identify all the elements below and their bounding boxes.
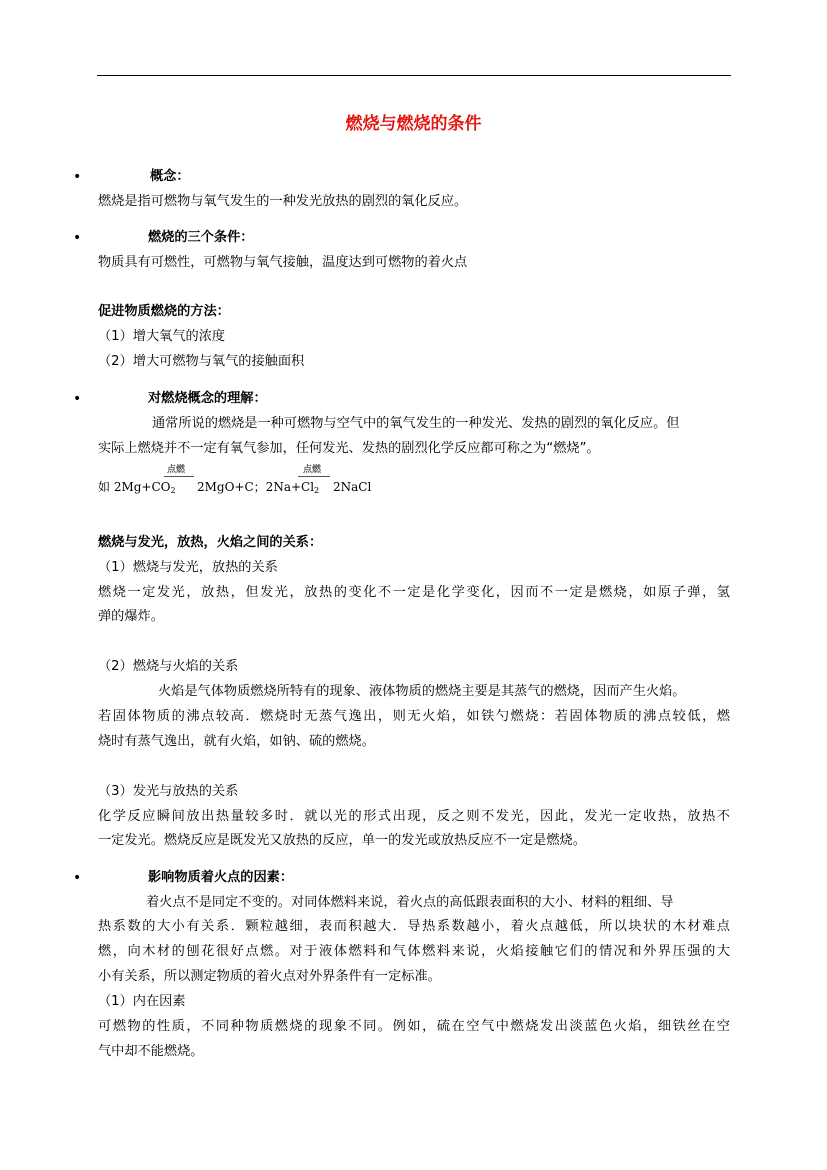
reaction-arrow xyxy=(164,476,194,477)
equation-reactants-1: 如 $2Mg+CO_2$ xyxy=(98,480,176,495)
ignition-heading: 影响物质着火点的因素： xyxy=(148,870,294,885)
relation-subtitle: （1）燃烧与发光，放热的关系 xyxy=(98,560,278,575)
relation-text-line: 化学反应瞬间放出热量较多时．就以光的形式出现，反之则不发光，因此，发光一定收热，放热不 xyxy=(98,809,730,824)
relation-text-line: 烧时有蒸气逸出，就有火焰，如钠、硫的燃烧。 xyxy=(98,734,375,749)
conditions-heading: 燃烧的三个条件： xyxy=(148,230,254,245)
ignition-text-line: 热系数的大小有关系．颗粒越细，表而积越大．导热系数越小，着火点越低，所以块状的木材难点 xyxy=(98,919,730,934)
document-title: 燃烧与燃烧的条件 xyxy=(345,114,482,134)
ignition-text-line: 着火点不是同定不变的。对同体燃料来说，着火点的高低跟表面积的大小、材料的粗细、导 xyxy=(146,895,674,910)
ignition-text-line: 气中却不能燃烧。 xyxy=(98,1044,204,1059)
ignition-text-line: 燃，向木材的刨花很好点燃。对于液体燃料和气体燃料来说，火焰接触它们的情况和外界压强的大 xyxy=(98,944,730,959)
ignition-text-line: 可燃物的性质，不同种物质燃烧的现象不同。例如，硫在空气中燃烧发出淡蓝色火焰，细铁丝在空 xyxy=(98,1019,730,1034)
reaction-arrow xyxy=(298,476,330,477)
concept-text: 燃烧是指可燃物与氧气发生的一种发光放热的剧烈的氧化反应。 xyxy=(98,194,468,209)
promote-heading: 促进物质燃烧的方法： xyxy=(98,304,230,319)
relation-text-line: 若固体物质的沸点较高．燃烧时无蒸气逸出，则无火焰，如铁勺燃烧：若固体物质的沸点较低，燃 xyxy=(98,709,730,724)
relation-text-line: 燃烧一定发光，放热，但发光，放热的变化不一定是化学变化，因而不一定是燃烧，如原子弹，氢 xyxy=(98,585,730,600)
reaction-condition-label: 点燃 xyxy=(303,465,322,475)
promote-item: （2）增大可燃物与氧气的接触面积 xyxy=(98,354,305,369)
ignition-subtitle: （1）内在因素 xyxy=(98,994,186,1009)
understanding-heading: 对燃烧概念的理解： xyxy=(148,391,267,406)
understanding-paragraph-line: 通常所说的燃烧是一种可燃物与空气中的氧气发生的一种发光、发热的剧烈的氧化反应。但 xyxy=(152,416,680,431)
bullet-marker: • xyxy=(73,870,82,886)
reaction-condition-label: 点燃 xyxy=(167,465,186,475)
relation-text-line: 弹的爆炸。 xyxy=(98,609,164,624)
relation-subtitle: （2）燃烧与火焰的关系 xyxy=(98,659,239,674)
ignition-text-line: 小有关系，所以测定物质的着火点对外界条件有一定标准。 xyxy=(98,969,441,984)
equation-products-2: 2NaCl xyxy=(333,480,372,494)
relation-text-line: 一定发光。燃烧反应是既发光又放热的反应，单一的发光或放热反应不一定是燃烧。 xyxy=(98,833,586,848)
header-rule xyxy=(97,75,731,76)
concept-heading: 概念： xyxy=(150,169,190,184)
promote-item: （1）增大氧气的浓度 xyxy=(98,329,226,344)
relation-subtitle: （3）发光与放热的关系 xyxy=(98,784,239,799)
understanding-paragraph-line: 实际上燃烧并不一定有氧气参加，任何发光、发热的剧烈化学反应都可称之为“燃烧”。 xyxy=(98,441,600,456)
bullet-marker: • xyxy=(73,169,82,185)
bullet-marker: • xyxy=(73,391,82,407)
relation-text-line: 火焰是气体物质燃烧所特有的现象、液体物质的燃烧主要是其蒸气的燃烧，因而产生火焰。 xyxy=(158,684,686,699)
equation-products-1: 2MgO+C；$2Na+Cl_2$ xyxy=(197,480,320,495)
conditions-text: 物质具有可燃性，可燃物与氧气接触，温度达到可燃物的着火点 xyxy=(98,255,468,270)
bullet-marker: • xyxy=(73,230,82,246)
relation-heading: 燃烧与发光，放热，火焰之间的关系： xyxy=(98,535,323,550)
